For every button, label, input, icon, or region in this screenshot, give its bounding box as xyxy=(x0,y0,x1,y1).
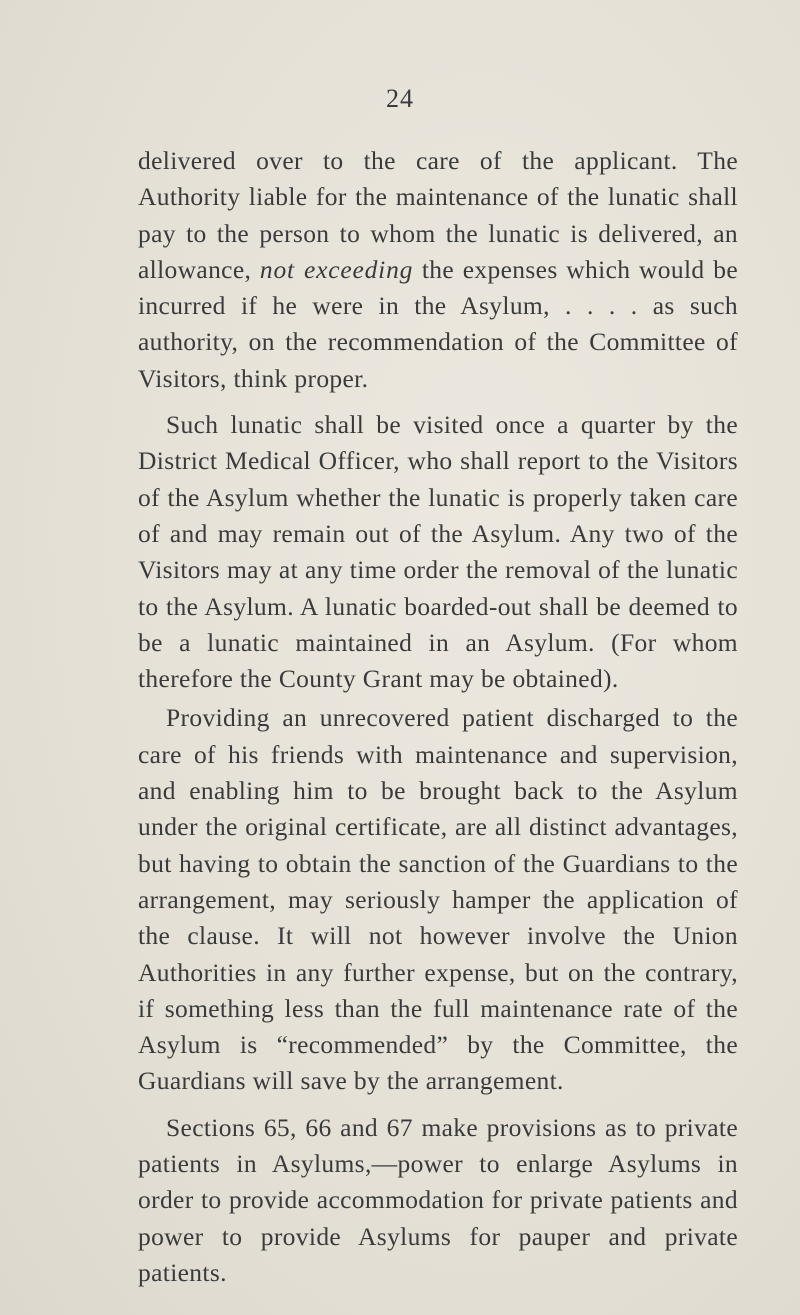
paragraph-text-before-emphasis: delivered over to the care of the applicant. The Authority liable for the maintenance of the lunatic shall pay to the person to whom the lunatic is delivered, an allowance, xyxy=(138,146,738,284)
page-number: 24 xyxy=(386,84,414,113)
emphasis-not-exceeding: not exceeding xyxy=(259,254,414,284)
paragraph-advantages: Providing an unrecovered patient discharged to the care of his friends with maintenance and supervision, and enabling him to be brought back to the Asylum under the original certificate, are all distinct advantages, but having to obtain the sanction of the Guardians to the arrangement, may seriously hamper the application of the clause. It will not however involve the Union Authorities in any further expense, but on the contrary, if something less than the full maintenance rate of the Asylum is “recommended” by the Committee, the Guardians will save by the arrangement. xyxy=(138,703,738,1096)
paragraph-visits: Such lunatic shall be visited once a quarter by the District Medical Officer, who shall report to the Visitors of the Asylum whether the lunatic is properly taken care of and may remain out of the Asylum. Any two of the Visitors may at any time order the removal of the lunatic to the Asylum. A lunatic boarded-out shall be deemed to be a lunatic maintained in an Asylum. (For whom therefore the County Grant may be obtained). xyxy=(138,410,738,694)
paragraph-text-after-emphasis: the expenses which would be incurred if he were in the Asylum, . . . . as such authority, on the recommendation of the Committee of Visitors, think proper. xyxy=(138,254,738,393)
paragraph-sections: Sections 65, 66 and 67 make provisions as to private patients in Asylums,—power to enlarge Asylums in order to provide accommodation for private patients and power to provide Asylums for pauper and private patients. xyxy=(138,1112,738,1287)
body-text xyxy=(138,143,738,1291)
paragraph-continuation xyxy=(138,143,738,397)
